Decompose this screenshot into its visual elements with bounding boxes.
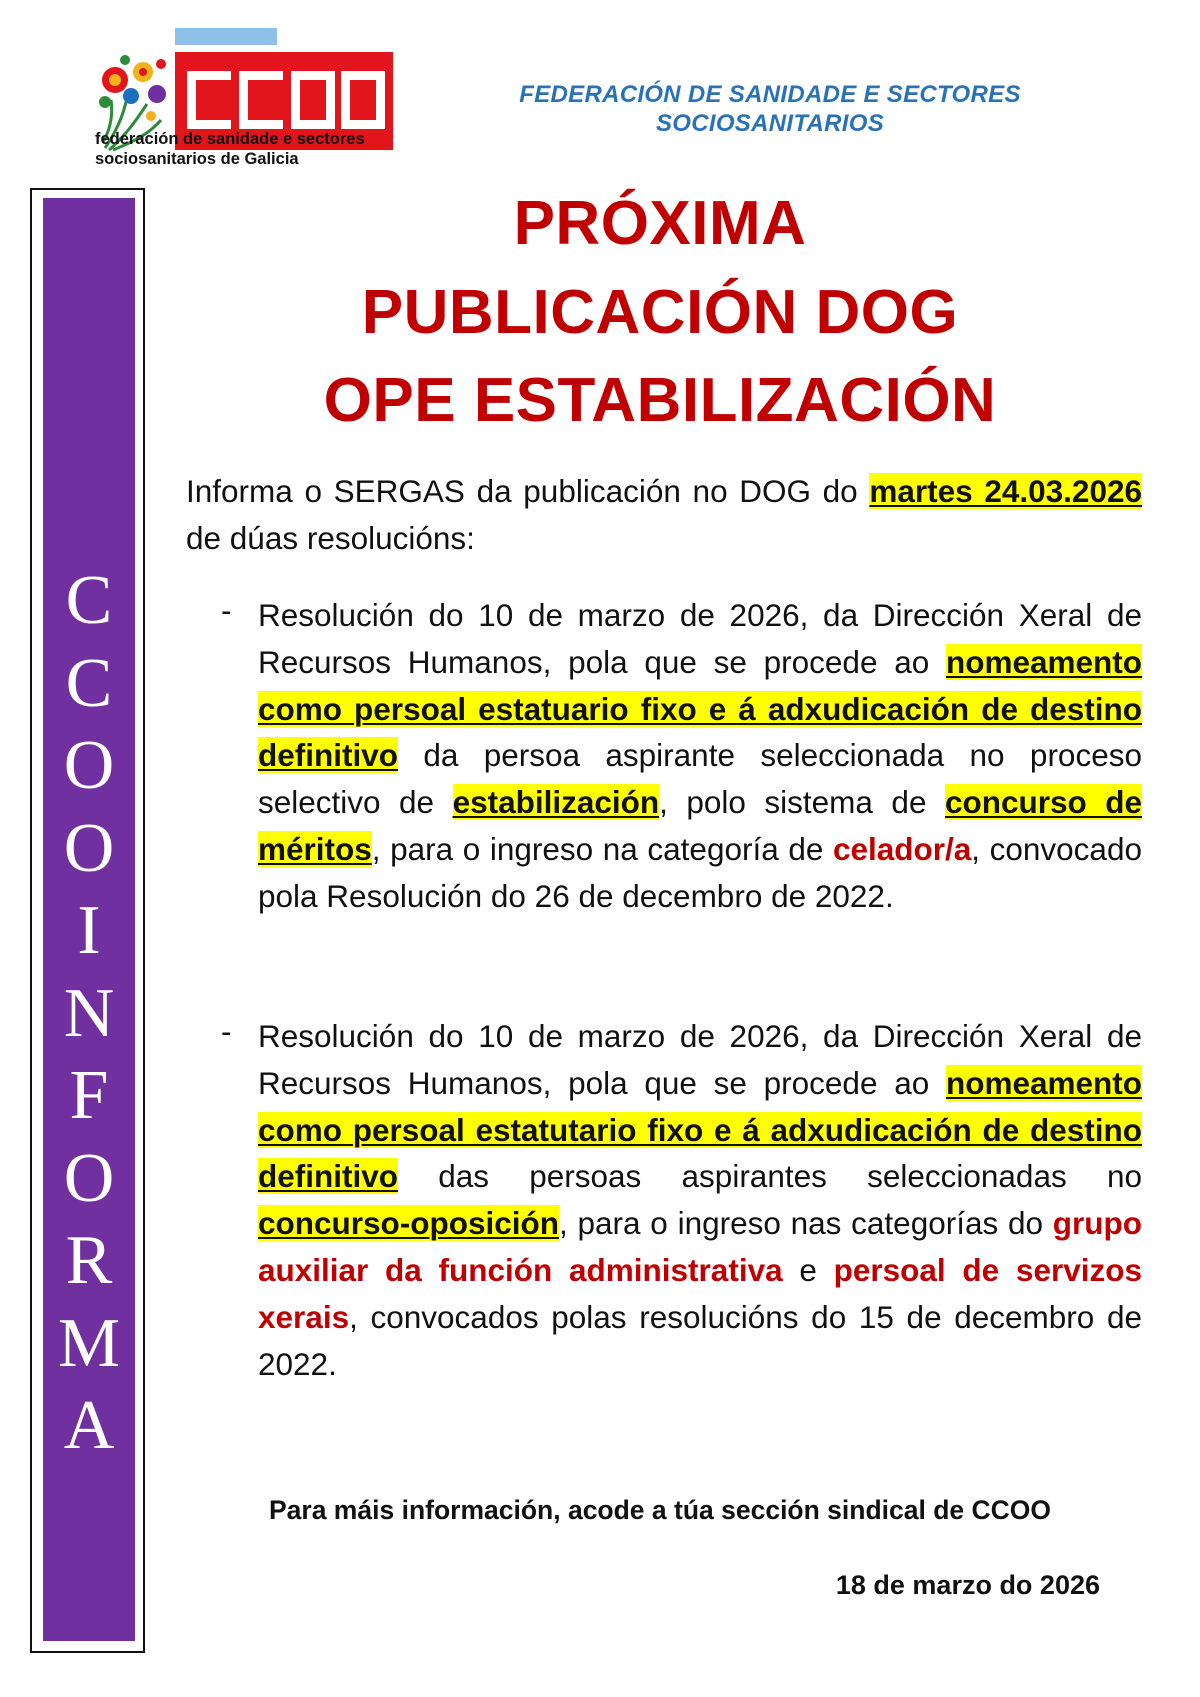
- headline-line1: PRÓXIMA: [513, 189, 807, 258]
- headline-line2: PUBLICACIÓN DOG: [361, 278, 959, 347]
- resolution-text: , para o ingreso na categoría de: [371, 830, 833, 867]
- sidebar-letter: O: [63, 1139, 115, 1217]
- bullet-dash: -: [221, 592, 232, 628]
- logo-org-line2: sociosanitarios de Galicia: [95, 150, 299, 168]
- sidebar-letter: C: [65, 562, 113, 639]
- ccoo-letter-c2: [239, 71, 283, 129]
- resolution-category: grupo auxiliar da función administrativa: [258, 1205, 1142, 1288]
- federation-line2: SOCIOSANITARIOS: [655, 110, 885, 137]
- intro-text: Informa o SERGAS da publicación no DOG do: [186, 473, 870, 509]
- ccoo-wordmark-text: [175, 52, 176, 53]
- sidebar-letter: A: [63, 1387, 115, 1464]
- resolution-category: persoal de servizos xerais: [258, 1251, 1142, 1335]
- sidebar-ccoo-informa: [43, 198, 135, 1641]
- federation-title: [460, 80, 1080, 138]
- logo-top-bar: [175, 28, 277, 45]
- resolution-text: Resolución do 10 de marzo de 2026, da Dirección Xeral de Recursos Humanos, pola que se procede ao: [258, 597, 1142, 680]
- ccoo-logo: [95, 28, 405, 173]
- footer-info: Para máis información, acode a túa sección sindical de CCOO: [268, 1495, 1051, 1525]
- resolution-text: da persoa aspirante seleccionada no proceso selectivo de: [258, 737, 1142, 821]
- intro-paragraph: [186, 468, 1142, 562]
- resolution-item-1: [258, 592, 1142, 920]
- bullet-dash: -: [221, 1013, 232, 1049]
- intro-text-end: de dúas resolucións:: [186, 519, 475, 556]
- resolution-highlight: nomeamento como persoal estatuario fixo e á adxudicación de destino definitivo: [258, 643, 1142, 774]
- resolution-text: e: [782, 1251, 834, 1288]
- sidebar-letter: F: [69, 1057, 109, 1134]
- logo-org-line1: federación de sanidade e sectores: [95, 130, 365, 148]
- sidebar-letter: I: [77, 892, 101, 969]
- ccoo-letter-o2: [341, 71, 385, 129]
- resolution-text: , convocados polas resolucións do 15 de decembro de 2022.: [258, 1298, 1142, 1382]
- intro-date-highlight: martes 24.03.2026: [869, 473, 1143, 509]
- resolution-highlight: concurso de méritos: [258, 784, 1142, 867]
- resolution-highlight: estabilización: [452, 784, 660, 821]
- sidebar-letter: R: [65, 1222, 113, 1299]
- sidebar-letter: N: [63, 974, 115, 1052]
- resolution-text: Resolución do 10 de marzo de 2026, da Dirección Xeral de Recursos Humanos, pola que se procede ao: [258, 1018, 1142, 1101]
- resolution-text: das persoas aspirantes seleccionadas no: [398, 1158, 1142, 1195]
- sidebar-letter: O: [63, 727, 115, 804]
- resolution-highlight: nomeamento como persoal estatutario fixo e á adxudicación de destino definitivo: [258, 1064, 1142, 1195]
- resolution-highlight: concurso-oposición: [258, 1205, 560, 1242]
- sidebar-letter: C: [65, 644, 113, 722]
- resolution-text: , polo sistema de: [659, 784, 945, 821]
- sidebar-letter: O: [63, 809, 115, 887]
- ccoo-letter-o1: [291, 71, 335, 129]
- federation-line1: FEDERACIÓN DE SANIDADE E SECTORES: [519, 81, 1021, 108]
- resolution-category: celador/a: [832, 830, 972, 867]
- resolution-text: , para o ingreso nas categorías do: [559, 1205, 1053, 1242]
- resolution-item-2: [258, 1013, 1142, 1387]
- sidebar-letter: M: [57, 1304, 121, 1382]
- ccoo-letter-c1: [187, 71, 231, 129]
- sidebar-vertical-text: [43, 560, 135, 1468]
- headline-line3: OPE ESTABILIZACIÓN: [323, 366, 997, 435]
- resolution-text: , convocado pola Resolución do 26 de decembro de 2022.: [258, 830, 1142, 914]
- footer-date: 18 de marzo do 2026: [835, 1570, 1100, 1600]
